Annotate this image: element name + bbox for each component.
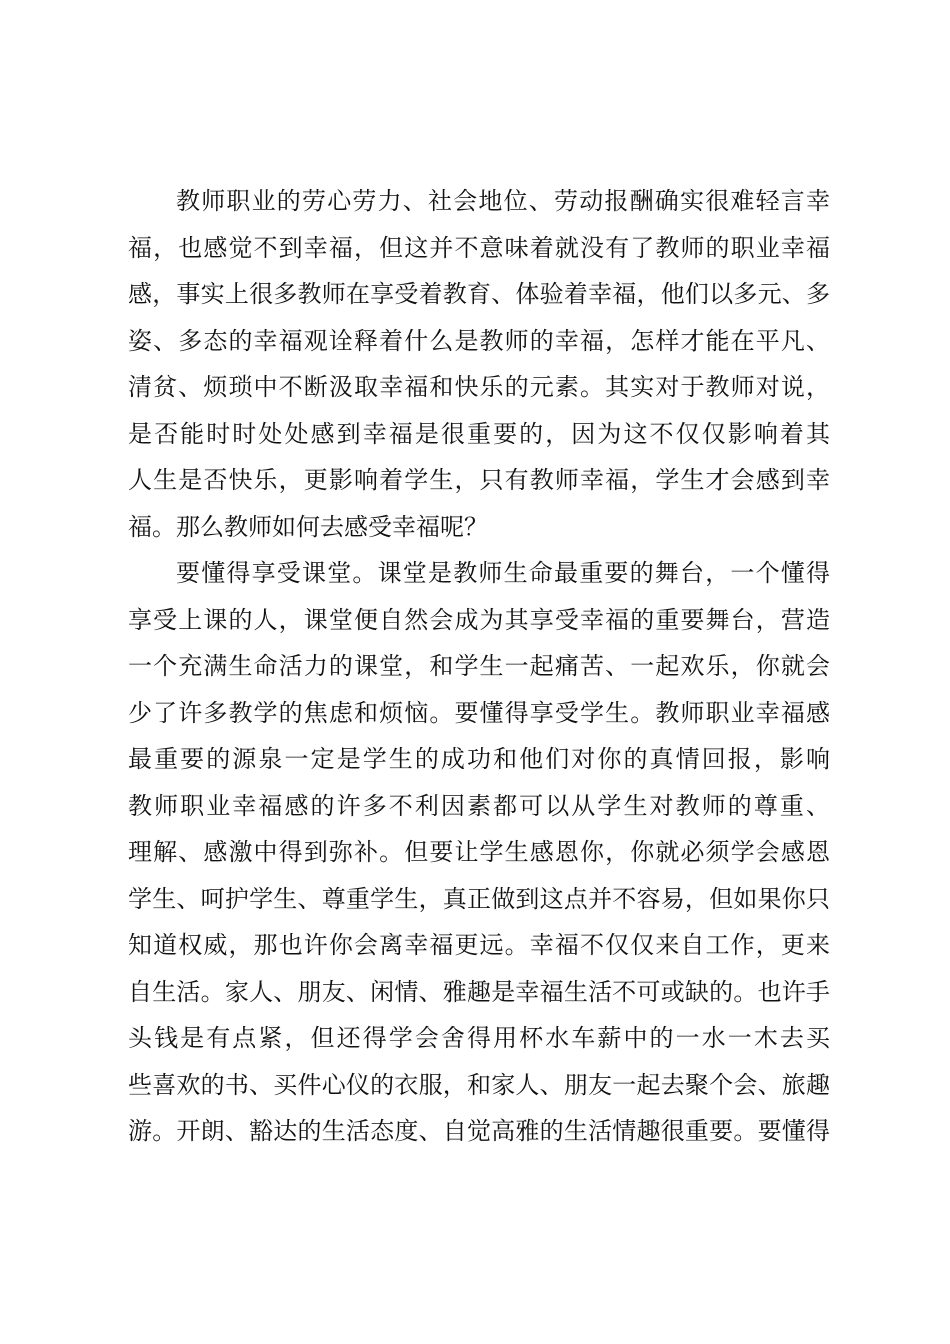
text-line: 要懂得享受课堂。课堂是教师生命最重要的舞台，一个懂得: [176, 559, 830, 587]
text-line: 自生活。家人、朋友、闲情、雅趣是幸福生活不可或缺的。也许手: [128, 977, 830, 1006]
text-line: 一个充满生命活力的课堂，和学生一起痛苦、一起欢乐，你就会: [128, 652, 830, 680]
text-line: 福，也感觉不到幸福，但这并不意味着就没有了教师的职业幸福: [128, 233, 830, 262]
text-line: 头钱是有点紧，但还得学会舍得用杯水车薪中的一水一木去买: [128, 1024, 830, 1052]
text-line: 是否能时时处处感到幸福是很重要的，因为这不仅仅影响着其: [128, 419, 830, 448]
text-line: 理解、感激中得到弥补。但要让学生感恩你，你就必须学会感恩: [128, 838, 830, 866]
text-line: 知道权威，那也许你会离幸福更远。幸福不仅仅来自工作，更来: [128, 931, 830, 959]
text-line: 姿、多态的幸福观诠释着什么是教师的幸福，怎样才能在平凡、: [128, 326, 830, 355]
paragraph-2: [128, 550, 830, 1155]
text-line: 感，事实上很多教师在享受着教育、体验着幸福，他们以多元、多: [128, 280, 830, 308]
text-line: 人生是否快乐，更影响着学生，只有教师幸福，学生才会感到幸: [128, 466, 830, 494]
text-line: 清贫、烦琐中不断汲取幸福和快乐的元素。其实对于教师对说，: [128, 373, 830, 401]
text-line: 游。开朗、豁达的生活态度、自觉高雅的生活情趣很重要。要懂得: [128, 1117, 830, 1145]
text-line: 福。那么教师如何去感受幸福呢？: [128, 512, 488, 541]
text-line: 学生、呵护学生、尊重学生，真正做到这点并不容易，但如果你只: [128, 884, 830, 913]
text-line: 少了许多教学的焦虑和烦恼。要懂得享受学生。教师职业幸福感: [128, 698, 830, 727]
document-body: [128, 178, 830, 1155]
text-line: 些喜欢的书、买件心仪的衣服，和家人、朋友一起去聚个会、旅趣: [128, 1070, 830, 1099]
text-line: 享受上课的人，课堂便自然会成为其享受幸福的重要舞台，营造: [128, 605, 830, 634]
text-line: 最重要的源泉一定是学生的成功和他们对你的真情回报，影响: [128, 745, 830, 773]
text-line: 教师职业幸福感的许多不利因素都可以从学生对教师的尊重、: [128, 791, 830, 820]
text-line: 教师职业的劳心劳力、社会地位、劳动报酬确实很难轻言幸: [176, 187, 830, 215]
paragraph-1: [128, 178, 830, 550]
